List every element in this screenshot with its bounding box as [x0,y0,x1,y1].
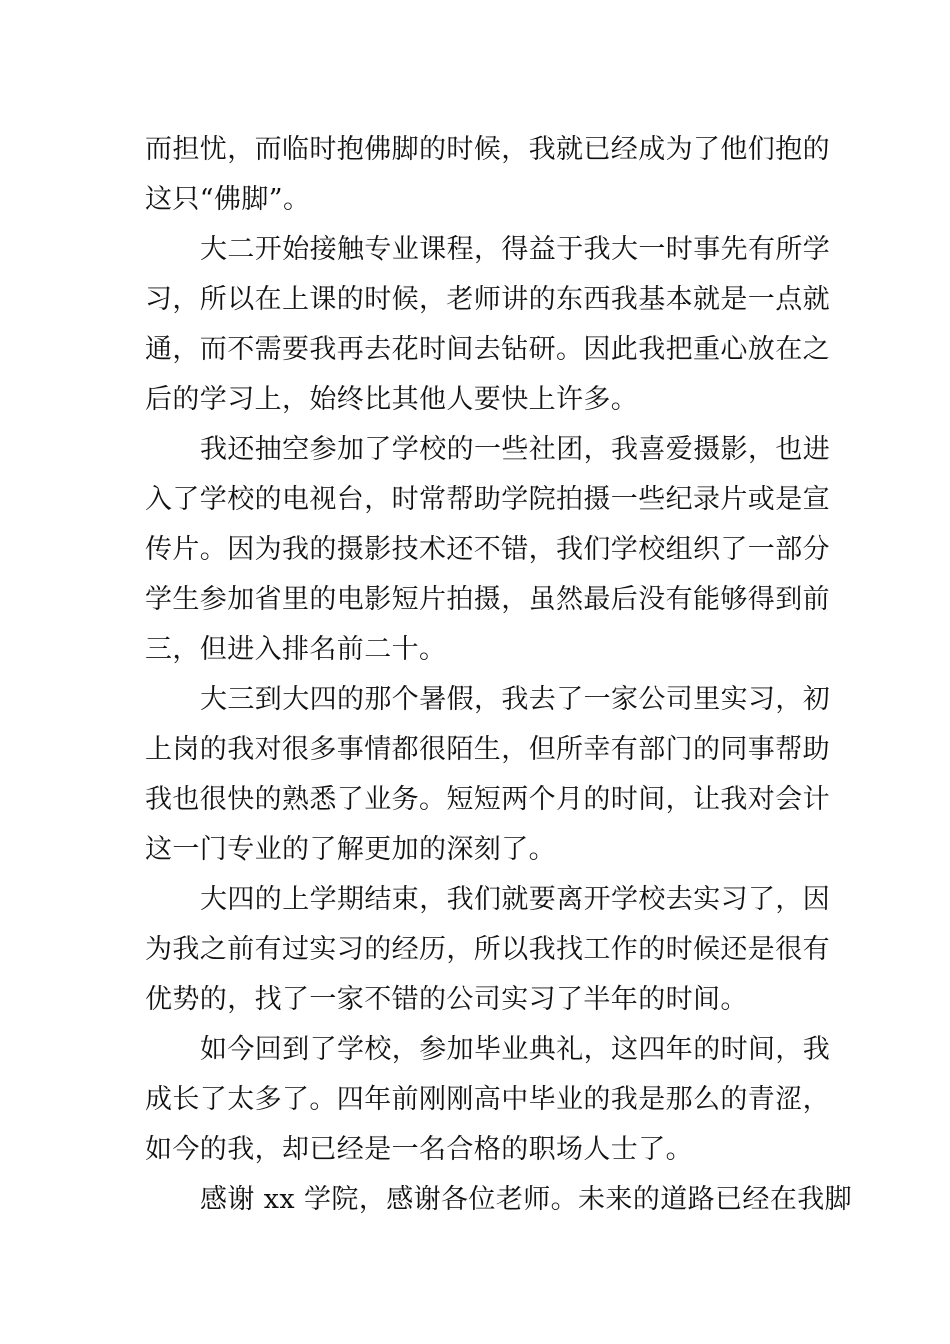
text-line: 习，所以在上课的时候，老师讲的东西我基本就是一点就 [145,284,830,315]
text-line: 而担忧，而临时抱佛脚的时候，我就已经成为了他们抱的 [145,134,830,165]
text-line: 优势的，找了一家不错的公司实习了半年的时间。 [145,984,748,1015]
text-line: 如今的我，却已经是一名合格的职场人士了。 [145,1134,693,1165]
paragraph-first-line: 我还抽空参加了学校的一些社团，我喜爱摄影，也进 [200,434,831,465]
paragraph-first-line: 大三到大四的那个暑假，我去了一家公司里实习，初 [200,684,831,715]
text-line: 这只“佛脚”。 [145,184,311,215]
text-line: 学生参加省里的电影短片拍摄，虽然最后没有能够得到前 [145,584,830,615]
text-line: 后的学习上，始终比其他人要快上许多。 [145,384,639,415]
paragraph-first-line: 大四的上学期结束，我们就要离开学校去实习了，因 [200,884,831,915]
text-line: 入了学校的电视台，时常帮助学院拍摄一些纪录片或是宣 [145,484,830,515]
text-line: 我也很快的熟悉了业务。短短两个月的时间，让我对会计 [145,784,830,815]
text-line: 这一门专业的了解更加的深刻了。 [145,834,556,865]
paragraph-first-line: 大二开始接触专业课程，得益于我大一时事先有所学 [200,234,831,265]
text-line: 为我之前有过实习的经历，所以我找工作的时候还是很有 [145,934,830,965]
paragraph-first-line: 如今回到了学校，参加毕业典礼，这四年的时间，我 [200,1034,831,1065]
text-line: 通，而不需要我再去花时间去钻研。因此我把重心放在之 [145,334,830,365]
text-line: 传片。因为我的摄影技术还不错，我们学校组织了一部分 [145,534,830,565]
paragraph-first-line: 感谢 xx 学院，感谢各位老师。未来的道路已经在我脚 [200,1184,853,1215]
text-line: 上岗的我对很多事情都很陌生，但所幸有部门的同事帮助 [145,734,830,765]
text-line: 三，但进入排名前二十。 [145,634,447,665]
text-line: 成长了太多了。四年前刚刚高中毕业的我是那么的青涩， [145,1084,830,1115]
